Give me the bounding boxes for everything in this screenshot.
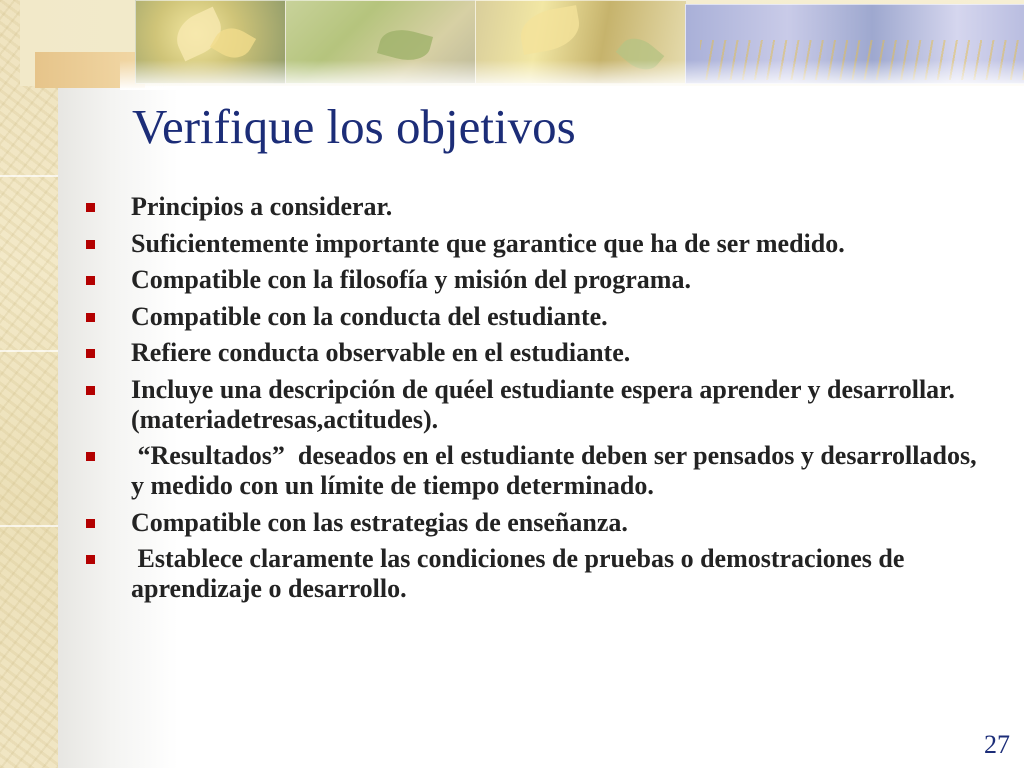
square-bullet-icon xyxy=(86,313,95,322)
bullet-item xyxy=(80,302,980,332)
paper-seam xyxy=(0,350,58,352)
bullet-text: Compatible con las estrategias de enseñanza. xyxy=(131,507,628,537)
square-bullet-icon xyxy=(86,386,95,395)
bullet-item xyxy=(80,338,980,368)
square-bullet-icon xyxy=(86,240,95,249)
bullet-text: Incluye una descripción de quéel estudiante espera aprender y desarrollar. (materiadetresas,actitudes). xyxy=(131,374,962,434)
square-bullet-icon xyxy=(86,555,95,564)
bullet-text: Principios a considerar. xyxy=(131,192,393,221)
square-bullet-icon xyxy=(86,519,95,528)
bullet-item xyxy=(80,375,980,435)
square-bullet-icon xyxy=(86,276,95,285)
banner-fade xyxy=(120,60,1024,90)
slide-title: Verifique los objetivos xyxy=(132,99,576,154)
bullet-item xyxy=(80,441,990,501)
square-bullet-icon xyxy=(86,203,95,212)
bullet-text: “Resultados” deseados en el estudiante deben ser pensados y desarrollados, y medido con un límite de tiempo determinado. xyxy=(131,441,990,500)
square-bullet-icon xyxy=(86,452,95,461)
bullet-text: Refiere conducta observable en el estudiante. xyxy=(131,338,631,367)
bullet-item xyxy=(80,229,980,259)
bullet-item xyxy=(80,508,980,538)
square-bullet-icon xyxy=(86,349,95,358)
bullet-text: Suficientemente importante que garantice que ha de ser medido. xyxy=(131,228,845,258)
bullet-text: Compatible con la filosofía y misión del programa. xyxy=(131,265,691,294)
paper-seam xyxy=(0,175,58,177)
bullet-text: Compatible con la conducta del estudiante. xyxy=(131,301,608,331)
page-number: 27 xyxy=(984,730,1010,759)
bullet-item xyxy=(80,544,980,604)
bullet-list xyxy=(80,192,990,611)
bullet-text: Establece claramente las condiciones de pruebas o demostraciones de aprendizaje o desarrollo. xyxy=(131,544,911,603)
bullet-item xyxy=(80,192,980,222)
textured-paper-strip xyxy=(0,0,58,768)
paper-seam xyxy=(0,525,58,527)
decorative-banner xyxy=(0,0,1024,90)
bullet-item xyxy=(80,265,980,295)
